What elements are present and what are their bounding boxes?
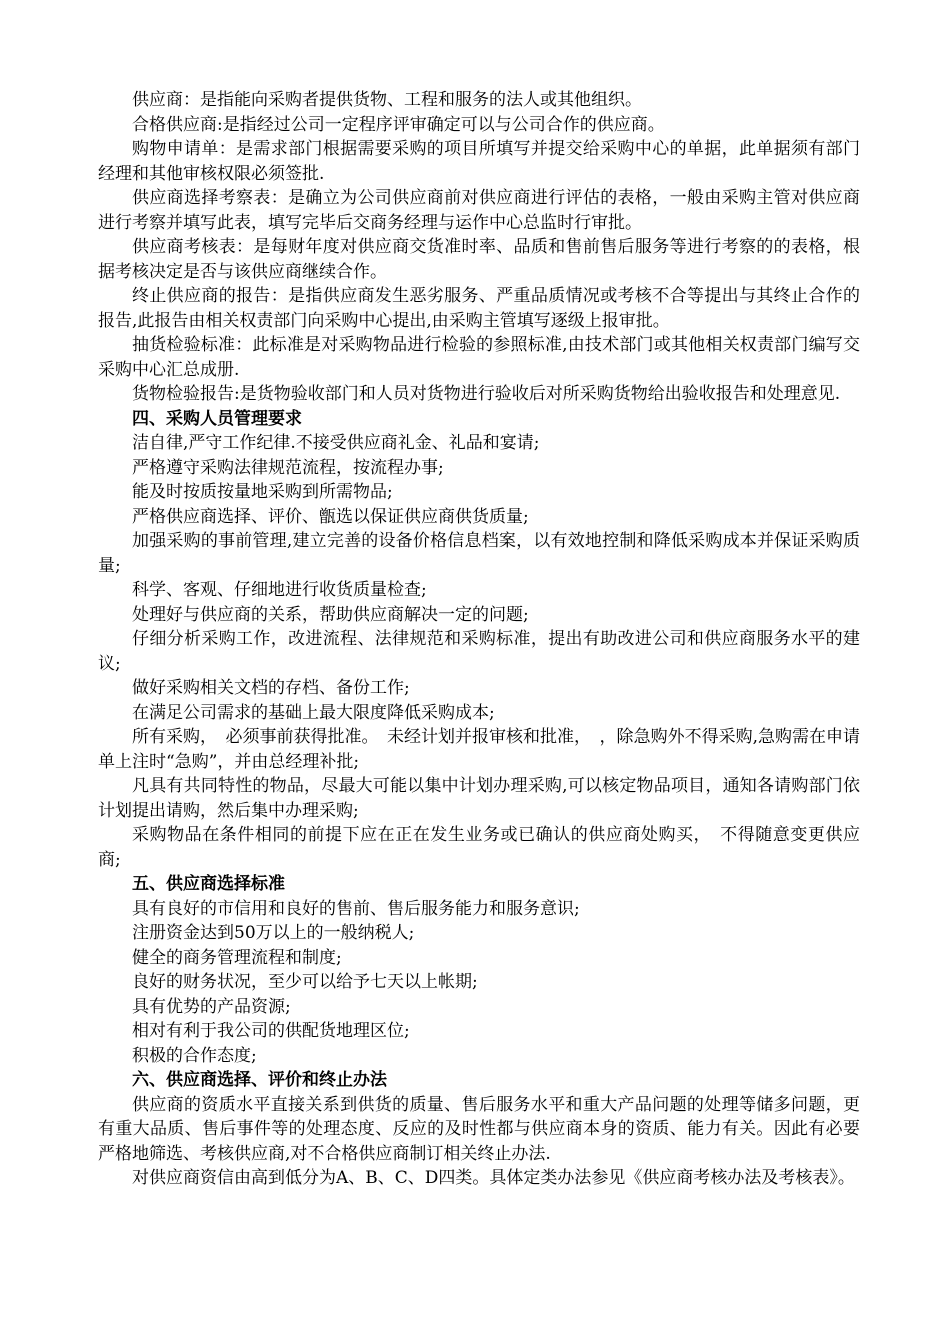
purchaser-requirements-list: [98, 431, 860, 872]
list-item: 所有采购， 必须事前获得批准。 未经计划并报审核和批准， ，除急购外不得采购,急购需在申请单上注时“急购”，并由总经理补批;: [98, 727, 860, 772]
list-item: 洁自律,严守工作纪律.不接受供应商礼金、礼品和宴请;: [132, 433, 540, 453]
list-item: 严格遵守采购法律规范流程，按流程办事;: [132, 457, 444, 478]
definition-purchase-request: 购物申请单：是需求部门根据需要采购的项目所填写并提交给采购中心的单据，此单据须有部门经理和其他审核权限必须签批.: [98, 139, 860, 184]
list-item: 具有优势的产品资源;: [132, 996, 291, 1017]
list-item: 注册资金达到50万以上的一般纳税人;: [132, 923, 415, 943]
definition-termination-report: 终止供应商的报告：是指供应商发生恶劣服务、严重品质情况或考核不合等提出与其终止合作的报告,此报告由相关权责部门向采购中心提出,由采购主管填写逐级上报审批。: [98, 286, 860, 331]
selection-evaluation-termination-text: [98, 1093, 860, 1191]
list-item: 相对有利于我公司的供配货地理区位;: [132, 1021, 410, 1041]
paragraph: 对供应商资信由高到低分为A、B、C、D四类。具体定类办法参见《供应商考核办法及考核表》。: [132, 1168, 855, 1188]
list-item: 良好的财务状况，至少可以给予七天以上帐期;: [132, 972, 478, 992]
list-item: 严格供应商选择、评价、甑选以保证供应商供货质量;: [132, 506, 529, 527]
definition-supplier: 供应商：是指能向采购者提供货物、工程和服务的法人或其他组织。: [132, 90, 642, 110]
list-item: 采购物品在条件相同的前提下应在正在发生业务或已确认的供应商处购买， 不得随意变更供应商;: [98, 825, 860, 870]
definition-inspection-report: 货物检验报告:是货物验收部门和人员对货物进行验收后对所采购货物给出验收报告和处理意见.: [132, 384, 841, 404]
list-item: 凡具有共同特性的物品，尽最大可能以集中计划办理采购,可以核定物品项目，通知各请购部门依计划提出请购，然后集中办理采购;: [98, 776, 860, 821]
list-item: 在满足公司需求的基础上最大限度降低采购成本;: [132, 702, 495, 723]
list-item: 积极的合作态度;: [132, 1045, 257, 1066]
list-item: 处理好与供应商的关系，帮助供应商解决一定的问题;: [132, 604, 529, 625]
list-item: 加强采购的事前管理,建立完善的设备价格信息档案，以有效地控制和降低采购成本并保证采购质量;: [98, 531, 860, 576]
supplier-selection-criteria-list: [98, 897, 860, 1069]
definition-supplier-evaluation-form: 供应商考核表：是每财年度对供应商交货准时率、品质和售前售后服务等进行考察的的表格，根据考核决定是否与该供应商继续合作。: [98, 237, 860, 282]
document-page: [98, 88, 860, 1191]
list-item: 科学、客观、仔细地进行收货质量检查;: [132, 580, 427, 600]
section-heading-purchaser-requirements: 四、采购人员管理要求: [132, 408, 302, 429]
definition-sampling-standard: 抽货检验标准：此标准是对采购物品进行检验的参照标准,由技术部门或其他相关权责部门编写交采购中心汇总成册.: [98, 335, 860, 380]
definitions-block: [98, 88, 860, 407]
definition-supplier-selection-form: 供应商选择考察表：是确立为公司供应商前对供应商进行评估的表格，一般由采购主管对供应商进行考察并填写此表，填写完毕后交商务经理与运作中心总监时行审批。: [98, 188, 860, 233]
list-item: 能及时按质按量地采购到所需物品;: [132, 482, 393, 502]
list-item: 健全的商务管理流程和制度;: [132, 947, 342, 968]
list-item: 做好采购相关文档的存档、备份工作;: [132, 678, 410, 698]
list-item: 仔细分析采购工作，改进流程、法律规范和采购标准，提出有助改进公司和供应商服务水平的建议;: [98, 629, 860, 674]
section-heading-selection-evaluation-termination: 六、供应商选择、评价和终止办法: [132, 1070, 387, 1090]
definition-qualified-supplier: 合格供应商:是指经过公司一定程序评审确定可以与公司合作的供应商。: [132, 114, 665, 135]
section-heading-supplier-selection-criteria: 五、供应商选择标准: [132, 874, 285, 894]
paragraph: 供应商的资质水平直接关系到供货的质量、售后服务水平和重大产品问题的处理等储多问题，更有重大品质、售后事件等的处理态度、反应的及时性都与供应商本身的资质、能力有关。因此有必要严格地筛选、考核供应商,对不合格供应商制订相关终止办法.: [98, 1094, 860, 1164]
list-item: 具有良好的市信用和良好的售前、售后服务能力和服务意识;: [132, 898, 580, 919]
